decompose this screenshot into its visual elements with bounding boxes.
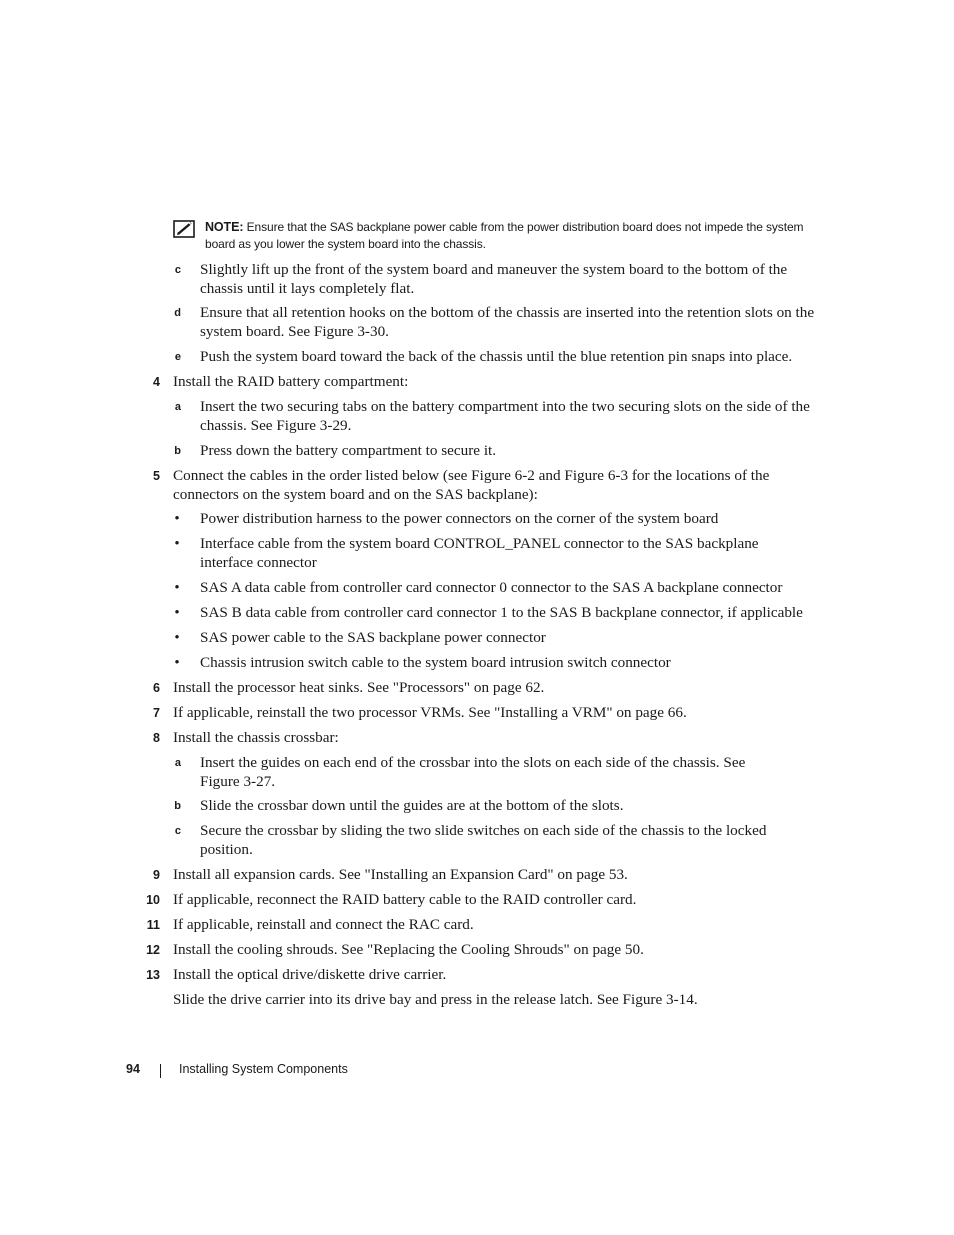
step-text: If applicable, reinstall the two processor VRMs. See "Installing a VRM" on page 66. [173,704,687,721]
page-footer [0,1062,954,1082]
step-number: 4 [153,375,160,389]
bullet-text: Power distribution harness to the power connectors on the corner of the system board [200,510,719,527]
note-body: Ensure that the SAS backplane power cable from the power distribution board does not impede the system board as you lower the system board into the chassis. [205,220,804,251]
step-text: Install the chassis crossbar: [173,729,339,746]
bullet-text: Chassis intrusion switch cable to the system board intrusion switch connector [200,654,671,671]
step-text: If applicable, reinstall and connect the RAC card. [173,916,474,933]
sub-step-marker: c [174,825,181,837]
sub-step-marker: e [174,351,181,363]
sub-step-text: Slide the crossbar down until the guides are at the bottom of the slots. [200,797,624,814]
bullet-text: SAS power cable to the SAS backplane power connector [200,629,546,646]
bullet-marker: • [174,511,180,527]
sub-step-text: Slightly lift up the front of the system board and maneuver the system board to the bottom of the chassis until it lays completely flat. [200,261,788,297]
footer-divider [160,1064,161,1078]
bullet-marker: • [174,536,180,552]
step-number: 13 [146,968,160,982]
step-text: Install the optical drive/diskette drive carrier. [173,966,447,983]
bullet-marker: • [174,630,180,646]
bullet-marker: • [174,605,180,621]
step-number: 10 [146,893,160,907]
chapter-title: Installing System Components [179,1062,348,1076]
sub-step-text: Secure the crossbar by sliding the two slide switches on each side of the chassis to the locked position. [200,822,767,858]
step-text: Install all expansion cards. See "Installing an Expansion Card" on page 53. [173,866,628,883]
note-label: NOTE: [205,220,244,234]
sub-step-text: Ensure that all retention hooks on the bottom of the chassis are inserted into the retention slots on the system board. See Figure 3-30. [200,304,815,340]
step-text: Connect the cables in the order listed below (see Figure 6-2 and Figure 6-3 for the locations of the connectors on the system board and on the SAS backplane): [173,467,770,503]
bullet-marker: • [174,580,180,596]
step-text: Install the cooling shrouds. See "Replacing the Cooling Shrouds" on page 50. [173,941,644,958]
step-number: 6 [153,681,160,695]
bullet-text: SAS A data cable from controller card connector 0 connector to the SAS A backplane connector [200,579,783,596]
bullet-text: SAS B data cable from controller card connector 1 to the SAS B backplane connector, if applicable [200,604,803,621]
step-text: Install the RAID battery compartment: [173,373,409,390]
step-number: 11 [146,918,160,932]
step-number: 12 [146,943,160,957]
note-text [205,219,815,253]
sub-step-text: Push the system board toward the back of the chassis until the blue retention pin snaps into place. [200,348,793,365]
sub-step-marker: a [174,401,181,413]
sub-step-marker: a [174,757,181,769]
step-text: Install the processor heat sinks. See "Processors" on page 62. [173,679,545,696]
bullet-text: Interface cable from the system board CONTROL_PANEL connector to the SAS backplane interface connector [200,535,759,571]
sub-step-marker: c [174,264,181,276]
sub-step-text: Insert the guides on each end of the crossbar into the slots on each side of the chassis. See Figure 3-27. [200,754,746,790]
sub-step-marker: b [174,445,181,457]
step-number: 7 [153,706,160,720]
sub-step-text: Insert the two securing tabs on the battery compartment into the two securing slots on the side of the chassis. See Figure 3-29. [200,398,810,434]
step-paragraph: Slide the drive carrier into its drive bay and press in the release latch. See Figure 3-14. [173,991,698,1008]
sub-step-text: Press down the battery compartment to secure it. [200,442,497,459]
step-number: 8 [153,731,160,745]
step-number: 5 [153,469,160,483]
step-text: If applicable, reconnect the RAID battery cable to the RAID controller card. [173,891,637,908]
sub-step-marker: b [174,800,181,812]
bullet-marker: • [174,655,180,671]
sub-step-marker: d [174,307,181,319]
pencil-note-icon [173,220,195,238]
step-number: 9 [153,868,160,882]
page-number: 94 [126,1062,140,1076]
